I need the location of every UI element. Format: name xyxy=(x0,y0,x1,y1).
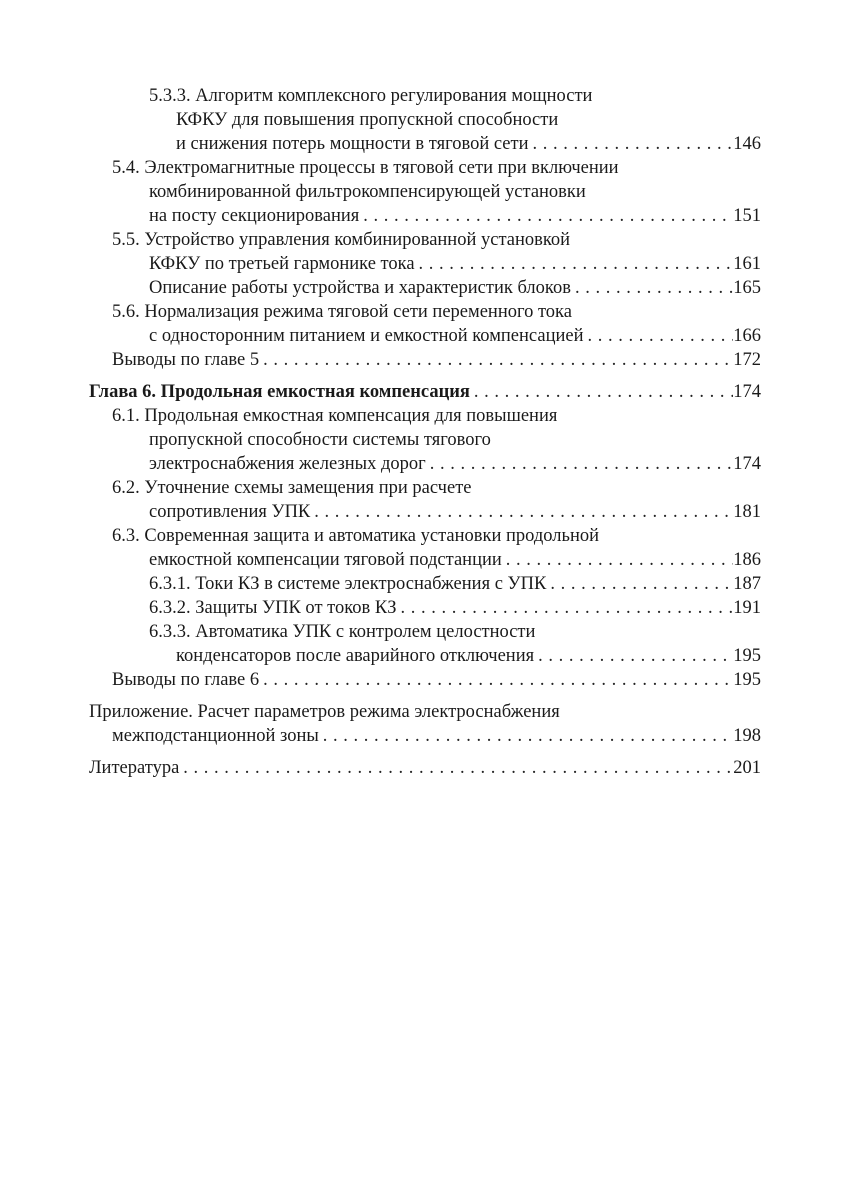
toc-entry-text: 6.3. Современная защита и автоматика установки продольной xyxy=(112,526,600,546)
toc-entry-text: с односторонним питанием и емкостной компенсацией xyxy=(149,326,584,346)
toc-entry-text: пропускной способности системы тягового xyxy=(149,430,491,450)
toc-page-number: 198 xyxy=(733,726,761,746)
toc-line-6-3-2 xyxy=(149,596,761,620)
dot-leader xyxy=(502,548,733,572)
toc-entry-text: емкостной компенсации тяговой подстанции xyxy=(149,550,502,570)
toc-line-5-3-3 xyxy=(149,84,592,108)
dot-leader xyxy=(259,348,733,372)
toc-entry-text: 6.3.3. Автоматика УПК с контролем целостности xyxy=(149,622,536,642)
dot-leader xyxy=(397,596,733,620)
toc-line-subentry xyxy=(149,276,761,300)
toc-page-number: 174 xyxy=(733,382,761,402)
toc-entry-text: на посту секционирования xyxy=(149,206,360,226)
toc-line-5-4 xyxy=(112,156,619,180)
toc-page-number: 181 xyxy=(733,502,761,522)
toc-entry-text: конденсаторов после аварийного отключения xyxy=(176,646,535,666)
toc-line-5-5 xyxy=(112,228,570,252)
toc-line-literature xyxy=(89,756,761,780)
toc-line-continuation xyxy=(176,132,761,156)
toc-page-number: 186 xyxy=(733,550,761,570)
toc-line-conclusions-5 xyxy=(112,348,761,372)
toc-line-continuation xyxy=(149,452,761,476)
toc-line-6-3 xyxy=(112,524,599,548)
toc-entry-text: и снижения потерь мощности в тяговой сети xyxy=(176,134,529,154)
toc-page-number: 165 xyxy=(733,278,761,298)
toc-line-chapter-6 xyxy=(89,380,761,404)
toc-line-6-3-3 xyxy=(149,620,535,644)
toc-line-continuation xyxy=(149,180,586,204)
dot-leader xyxy=(319,724,733,748)
toc-line-conclusions-6 xyxy=(112,668,761,692)
toc-entry-text: Литература xyxy=(89,758,180,778)
toc-page-number: 191 xyxy=(733,598,761,618)
toc-line-continuation xyxy=(112,724,761,748)
toc-page-number: 195 xyxy=(733,670,761,690)
toc-line-6-2 xyxy=(112,476,472,500)
toc-entry-text: сопротивления УПК xyxy=(149,502,311,522)
toc-line-6-3-1 xyxy=(149,572,761,596)
toc-page-number: 151 xyxy=(733,206,761,226)
toc-entry-text: Выводы по главе 5 xyxy=(112,350,260,370)
toc-line-continuation xyxy=(149,324,761,348)
toc-entry-text: КФКУ по третьей гармонике тока xyxy=(149,254,415,274)
toc-entry-text: комбинированной фильтрокомпенсирующей установки xyxy=(149,182,586,202)
dot-leader xyxy=(470,380,733,404)
dot-leader xyxy=(583,324,733,348)
toc-page-number: 166 xyxy=(733,326,761,346)
toc-line-continuation xyxy=(149,500,761,524)
toc-entry-text: межподстанционной зоны xyxy=(112,726,319,746)
dot-leader xyxy=(426,452,733,476)
toc-entry-text: Описание работы устройства и характеристик блоков xyxy=(149,278,571,298)
toc-entry-text: Приложение. Расчет параметров режима электроснабжения xyxy=(89,702,560,722)
toc-entry-text: 6.1. Продольная емкостная компенсация для повышения xyxy=(112,406,558,426)
toc-page-number: 172 xyxy=(733,350,761,370)
toc-line-5-6 xyxy=(112,300,572,324)
toc-entry-text: 6.3.2. Защиты УПК от токов КЗ xyxy=(149,598,397,618)
dot-leader xyxy=(359,204,733,228)
toc-page-number: 201 xyxy=(733,758,761,778)
toc-line-appendix xyxy=(89,700,560,724)
toc-line-continuation xyxy=(149,252,761,276)
dot-leader xyxy=(528,132,733,156)
toc-line-continuation xyxy=(149,204,761,228)
toc-line-continuation xyxy=(176,108,558,132)
toc-entry-text: 6.2. Уточнение схемы замещения при расчете xyxy=(112,478,472,498)
toc-entry-text: Выводы по главе 6 xyxy=(112,670,260,690)
toc-entry-text: 5.5. Устройство управления комбинированной установкой xyxy=(112,230,571,250)
dot-leader xyxy=(546,572,733,596)
toc-line-6-1 xyxy=(112,404,557,428)
toc-entry-text: 5.3.3. Алгоритм комплексного регулирования мощности xyxy=(149,86,593,106)
toc-page-number: 174 xyxy=(733,454,761,474)
toc-page-number: 161 xyxy=(733,254,761,274)
dot-leader xyxy=(259,668,733,692)
toc-page-number: 187 xyxy=(733,574,761,594)
dot-leader xyxy=(534,644,733,668)
toc-entry-text: КФКУ для повышения пропускной способности xyxy=(176,110,559,130)
toc-line-continuation xyxy=(149,428,491,452)
toc-entry-text: 6.3.1. Токи КЗ в системе электроснабжения с УПК xyxy=(149,574,547,594)
toc-entry-text: 5.6. Нормализация режима тяговой сети переменного тока xyxy=(112,302,572,322)
dot-leader xyxy=(179,756,733,780)
dot-leader xyxy=(415,252,733,276)
toc-entry-text: 5.4. Электромагнитные процессы в тяговой сети при включении xyxy=(112,158,619,178)
toc-page-number: 146 xyxy=(733,134,761,154)
dot-leader xyxy=(310,500,733,524)
toc-page-number: 195 xyxy=(733,646,761,666)
dot-leader xyxy=(571,276,733,300)
toc-line-continuation xyxy=(149,548,761,572)
toc-entry-text: электроснабжения железных дорог xyxy=(149,454,426,474)
toc-line-continuation xyxy=(176,644,761,668)
toc-chapter-heading: Глава 6. Продольная емкостная компенсация xyxy=(89,382,470,402)
